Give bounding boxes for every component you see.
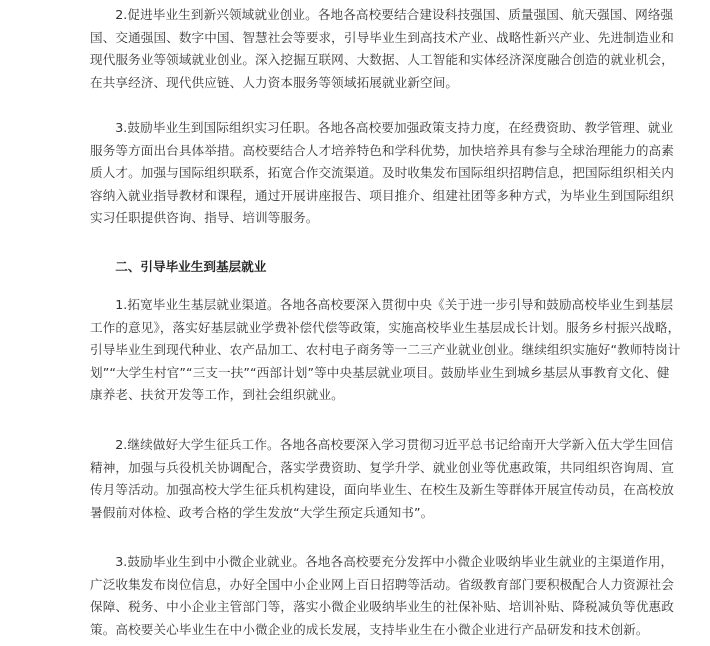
paragraph-smes: 3.鼓励毕业生到中小微企业就业。各地各高校要充分发挥中小微企业吸纳毕业生就业的主渠道作用，广泛收集发布岗位信息，办好全国中小企业网上百日招聘等活动。省级教育部门要积极配合人力资源社会保障、税务、中小企业主管部门等，落实小微企业吸纳毕业生的社保补贴、培训补贴、降税减负等优惠政策。高校要关心毕业生在中小微企业的成长发展，支持毕业生在小微企业进行产品研发和技术创新。 [90,554,674,637]
paragraph-emerging-fields: 2.促进毕业生到新兴领域就业创业。各地各高校要结合建设科技强国、质量强国、航天强国、网络强国、交通强国、数字中国、智慧社会等要求，引导毕业生到高技术产业、战略性新兴产业、先进制造业和现代服务业等领域就业创业。深入挖掘互联网、大数据、人工智能和实体经济深度融合创造的就业机会，在共享经济、现代供应链、人力资本服务等领域拓展就业新空间。 [90,7,674,90]
paragraph-grassroots-channels: 1.拓宽毕业生基层就业渠道。各地各高校要深入贯彻中央《关于进一步引导和鼓励高校毕业生到基层工作的意见》，落实好基层就业学费补偿代偿等政策，实施高校毕业生基层成长计划。服务乡村振兴战略，引导毕业生到现代种业、农产品加工、农村电子商务等一二三产业就业创业。继续组织实施好“教师特岗计划”“大学生村官”“三支一扶”“西部计划”等中央基层就业项目。鼓励毕业生到城乡基层从事教育文化、健康养老、扶贫开发等工作，到社会组织就业。 [90,297,681,402]
paragraph-conscription: 2.继续做好大学生征兵工作。各地各高校要深入学习贯彻习近平总书记给南开大学新入伍大学生回信精神，加强与兵役机关协调配合，落实学费资助、复学升学、就业创业等优惠政策，共同组织咨询周、宣传月等活动。加强高校大学生征兵机构建设，面向毕业生、在校生及新生等群体开展宣传动员，在高校放暑假前对体检、政考合格的学生发放“大学生预定兵通知书”。 [90,437,674,520]
paragraph-international-orgs: 3.鼓励毕业生到国际组织实习任职。各地各高校要加强政策支持力度，在经费资助、教学管理、就业服务等方面出台具体举措。高校要结合人才培养特色和学科优势，加快培养具有参与全球治理能力的高素质人才。加强与国际组织联系，拓宽合作交流渠道。及时收集发布国际组织招聘信息，把国际组织相关内容纳入就业指导教材和课程，通过开展讲座报告、项目推介、组建社团等多种方式，为毕业生到国际组织实习任职提供咨询、指导、培训等服务。 [90,120,674,225]
section-heading: 二、引导毕业生到基层就业 [115,259,267,274]
